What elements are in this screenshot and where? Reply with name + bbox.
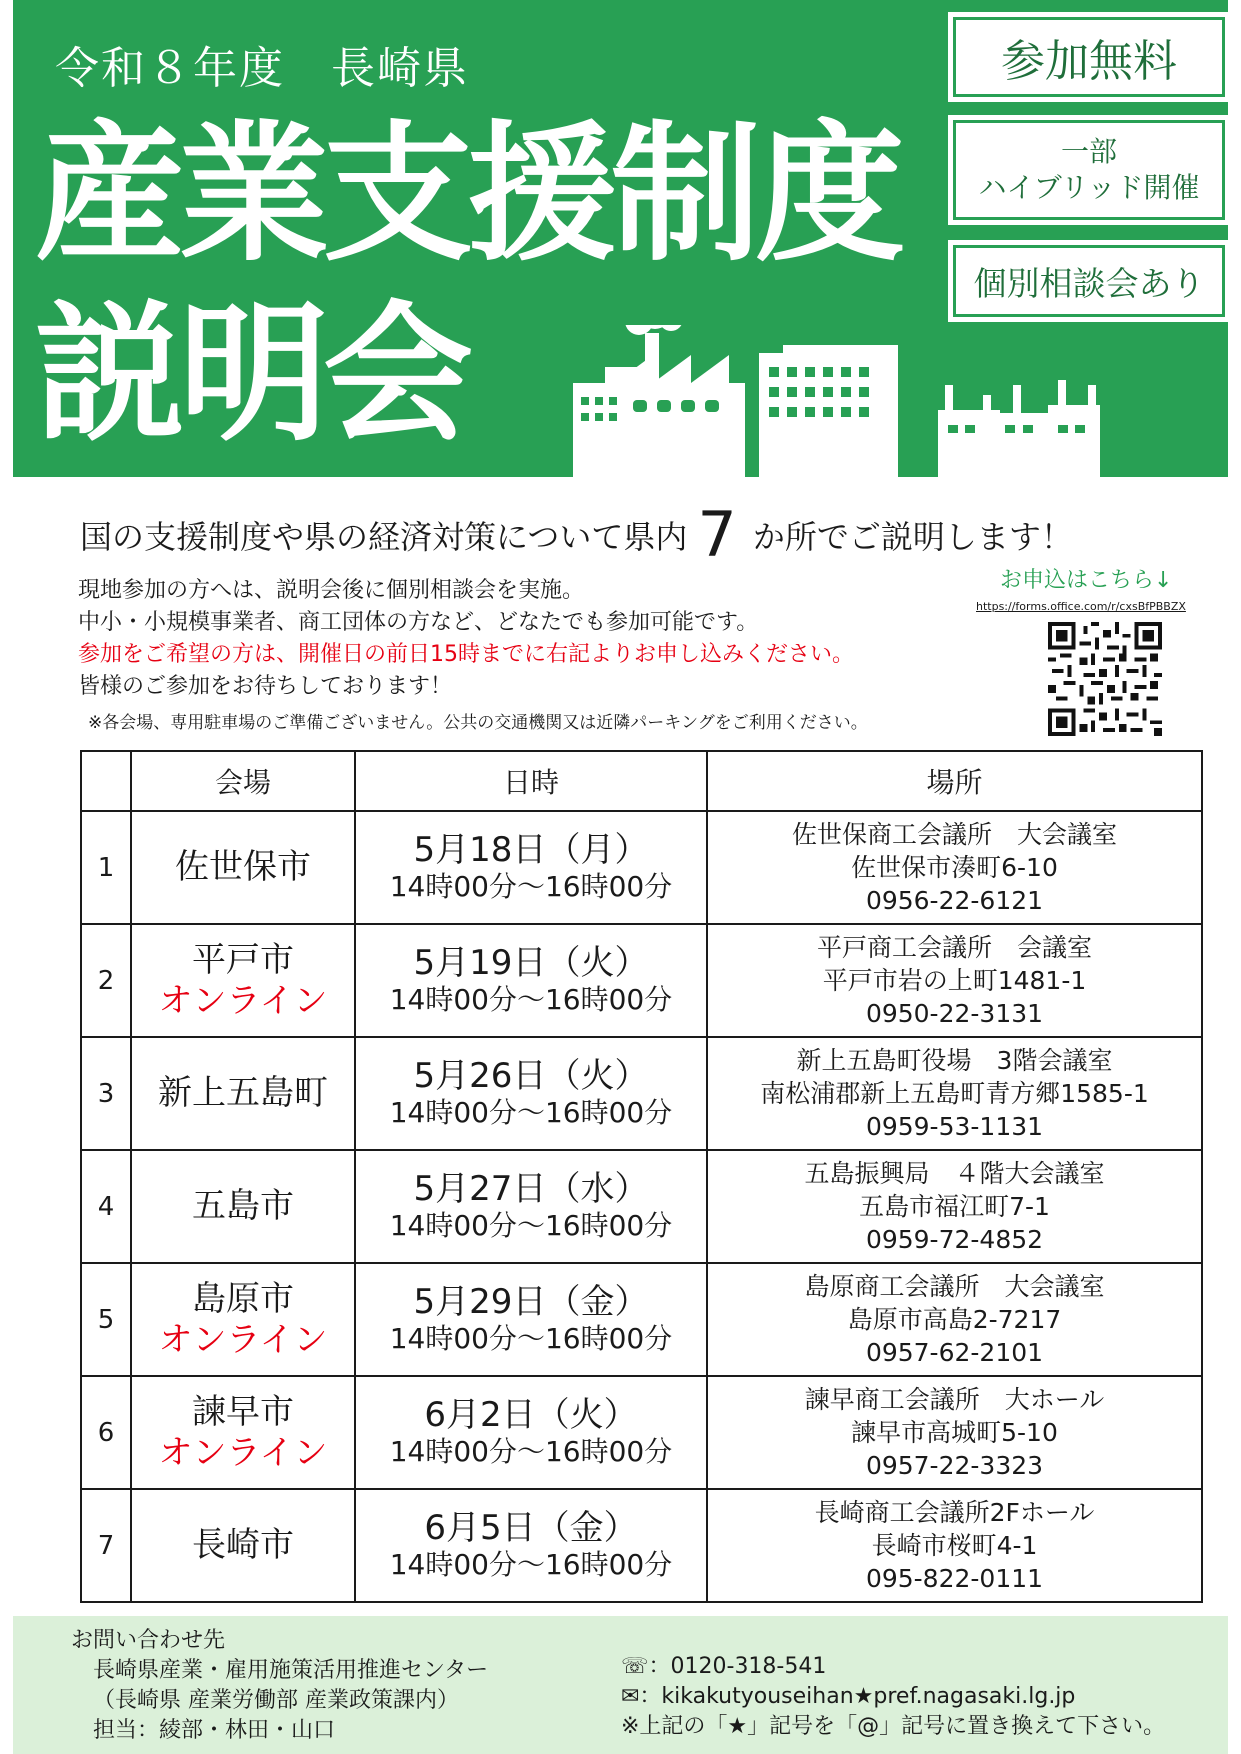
datetime-cell: 6月5日（金） 14時00分～16時00分 <box>355 1489 707 1602</box>
place-cell: 島原商工会議所 大会議室 島原市高島2-7217 0957-62-2101 <box>707 1263 1202 1376</box>
header-no <box>81 751 131 811</box>
main-title-line2: 説明会 <box>35 288 468 462</box>
online-label: オンライン <box>158 980 328 1021</box>
header-banner <box>13 0 1228 477</box>
table-row <box>81 1150 1202 1263</box>
venue-cell: 諫早市 オンライン <box>131 1376 355 1489</box>
venue-cell: 長崎市 <box>131 1489 355 1602</box>
row-number: 7 <box>81 1489 131 1602</box>
header-venue: 会場 <box>131 751 355 811</box>
online-label: オンライン <box>158 1432 328 1473</box>
contact-footer <box>13 1616 1228 1754</box>
datetime-cell: 5月27日（水） 14時00分～16時00分 <box>355 1150 707 1263</box>
venue-count: 7 <box>697 498 737 571</box>
schedule-table <box>80 750 1203 1603</box>
datetime-cell: 5月29日（金） 14時00分～16時00分 <box>355 1263 707 1376</box>
place-cell: 平戸商工会議所 会議室 平戸市岩の上町1481-1 0950-22-3131 <box>707 924 1202 1037</box>
venue-cell: 平戸市 オンライン <box>131 924 355 1037</box>
table-row <box>81 811 1202 924</box>
qr-code-icon[interactable] <box>1048 622 1162 736</box>
table-row <box>81 1263 1202 1376</box>
main-title-line1: 産業支援制度 <box>35 108 900 282</box>
datetime-cell: 5月18日（月） 14時00分～16時00分 <box>355 811 707 924</box>
contact-info <box>71 1626 488 1746</box>
place-cell: 佐世保商工会議所 大会議室 佐世保市湊町6-10 0956-22-6121 <box>707 811 1202 924</box>
email-address[interactable]: ✉：kikakutyouseihan★pref.nagasaki.lg.jp <box>621 1684 1076 1709</box>
table-row <box>81 1489 1202 1602</box>
table-row <box>81 1376 1202 1489</box>
consultation-badge: 個別相談会あり <box>948 240 1230 322</box>
apply-label: お申込はこちら↓ <box>1000 568 1173 593</box>
apply-link[interactable]: https://forms.office.com/r/cxsBfPBBZX <box>976 600 1186 613</box>
header-place: 場所 <box>707 751 1202 811</box>
datetime-cell: 5月19日（火） 14時00分～16時00分 <box>355 924 707 1037</box>
intro-lead: 国の支援制度や県の経済対策について県内 7 か所でご説明します！ <box>80 498 1073 571</box>
table-header-row <box>81 751 1202 811</box>
venue-cell: 佐世保市 <box>131 811 355 924</box>
venue-cell: 新上五島町 <box>131 1037 355 1150</box>
hybrid-badge <box>948 115 1230 225</box>
hybrid-badge-line2: ハイブリッド開催 <box>978 171 1200 204</box>
free-admission-badge: 参加無料 <box>948 12 1230 102</box>
table-row <box>81 924 1202 1037</box>
row-number: 6 <box>81 1376 131 1489</box>
row-number: 5 <box>81 1263 131 1376</box>
venue-cell: 島原市 オンライン <box>131 1263 355 1376</box>
place-cell: 五島振興局 ４階大会議室 五島市福江町7-1 0959-72-4852 <box>707 1150 1202 1263</box>
row-number: 2 <box>81 924 131 1037</box>
venue-cell: 五島市 <box>131 1150 355 1263</box>
row-number: 1 <box>81 811 131 924</box>
place-cell: 新上五島町役場 3階会議室 南松浦郡新上五島町青方郷1585-1 0959-53-1131 <box>707 1037 1202 1150</box>
fiscal-year-label: 令和８年度 長崎県 <box>55 43 469 94</box>
place-cell: 諫早商工会議所 大ホール 諫早市高城町5-10 0957-22-3323 <box>707 1376 1202 1489</box>
online-label: オンライン <box>158 1319 328 1360</box>
datetime-cell: 6月2日（火） 14時00分～16時00分 <box>355 1376 707 1489</box>
datetime-cell: 5月26日（火） 14時00分～16時00分 <box>355 1037 707 1150</box>
table-row <box>81 1037 1202 1150</box>
header-datetime: 日時 <box>355 751 707 811</box>
parking-note: ※各会場、専用駐車場のご準備ございません。公共の交通機関又は近隣パーキングをご利用ください。 <box>88 713 868 733</box>
email-note: ※上記の「★」記号を「@」記号に置き換えて下さい。 <box>621 1714 1166 1739</box>
phone-number[interactable]: ☏：0120-318-541 <box>621 1654 827 1679</box>
deadline-notice: 参加をご希望の方は、開催日の前日15時までに右記よりお申し込みください。 <box>78 642 854 667</box>
city-skyline-icon <box>573 325 1233 477</box>
intro-text: 現地参加の方へは、説明会後に個別相談会を実施。 中小・小規模事業者、商工団体の方など、どなたでも参加可能です。 参加をご希望の方は、開催日の前日15時までに右記よりお申し込みください。 皆様のご参加をお待ちしております！ <box>78 578 854 699</box>
row-number: 3 <box>81 1037 131 1150</box>
hybrid-badge-line1: 一部 <box>1060 134 1117 168</box>
place-cell: 長崎商工会議所2Fホール 長崎市桜町4-1 095-822-0111 <box>707 1489 1202 1602</box>
contact-heading: お問い合わせ先 <box>71 1628 226 1653</box>
contact-org: 長崎県産業・雇用施策活用推進センター <box>93 1658 489 1683</box>
contact-staff: 担当：綾部・林田・山口 <box>93 1718 336 1743</box>
contact-dept: （長崎県 産業労働部 産業政策課内） <box>93 1688 459 1713</box>
contact-channels <box>621 1652 1165 1742</box>
row-number: 4 <box>81 1150 131 1263</box>
